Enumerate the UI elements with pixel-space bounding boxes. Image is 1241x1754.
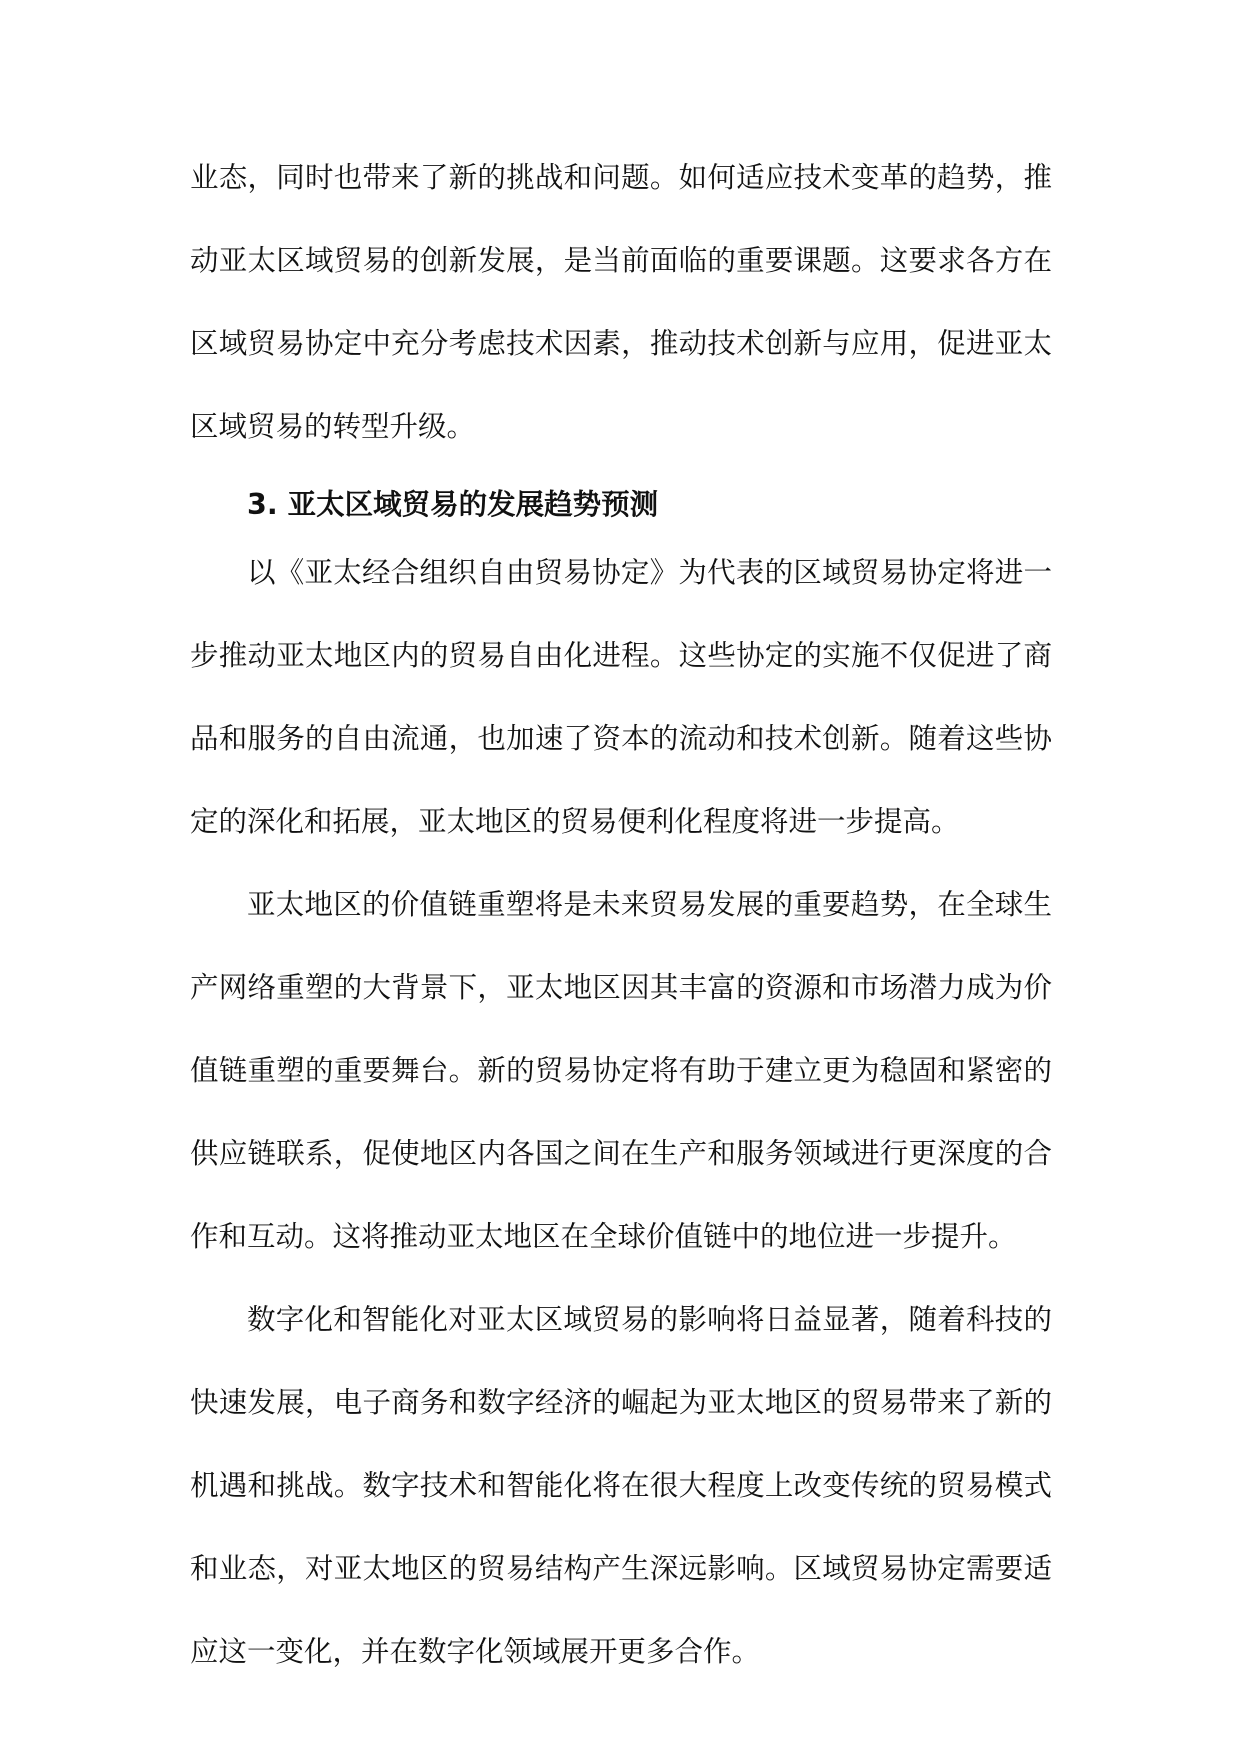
continuation-paragraph: 业态，同时也带来了新的挑战和问题。如何适应技术变革的趋势，推动亚太区域贸易的创新发展，是当前面临的重要课题。这要求各方在区域贸易协定中充分考虑技术因素，推动技术创新与应用，促进亚太区域贸易的转型升级。 — [190, 161, 1052, 443]
section-heading: 3. 亚太区域贸易的发展趋势预测 — [247, 488, 659, 521]
body-paragraph-trade-agreements: 以《亚太经合组织自由贸易协定》为代表的区域贸易协定将进一步推动亚太地区内的贸易自由化进程。这些协定的实施不仅促进了商品和服务的自由流通，也加速了资本的流动和技术创新。随着这些协定的深化和拓展，亚太地区的贸易便利化程度将进一步提高。 — [190, 556, 1052, 838]
body-paragraph-digitalization: 数字化和智能化对亚太区域贸易的影响将日益显著，随着科技的快速发展，电子商务和数字经济的崛起为亚太地区的贸易带来了新的机遇和挑战。数字技术和智能化将在很大程度上改变传统的贸易模式和业态，对亚太地区的贸易结构产生深远影响。区域贸易协定需要适应这一变化，并在数字化领域展开更多合作。 — [190, 1303, 1052, 1668]
section-body — [190, 531, 1052, 1693]
continuation-section — [190, 136, 1052, 468]
body-paragraph-value-chain: 亚太地区的价值链重塑将是未来贸易发展的重要趋势，在全球生产网络重塑的大背景下，亚太地区因其丰富的资源和市场潜力成为价值链重塑的重要舞台。新的贸易协定将有助于建立更为稳固和紧密的供应链联系，促使地区内各国之间在生产和服务领域进行更深度的合作和互动。这将推动亚太地区在全球价值链中的地位进一步提升。 — [190, 888, 1052, 1253]
